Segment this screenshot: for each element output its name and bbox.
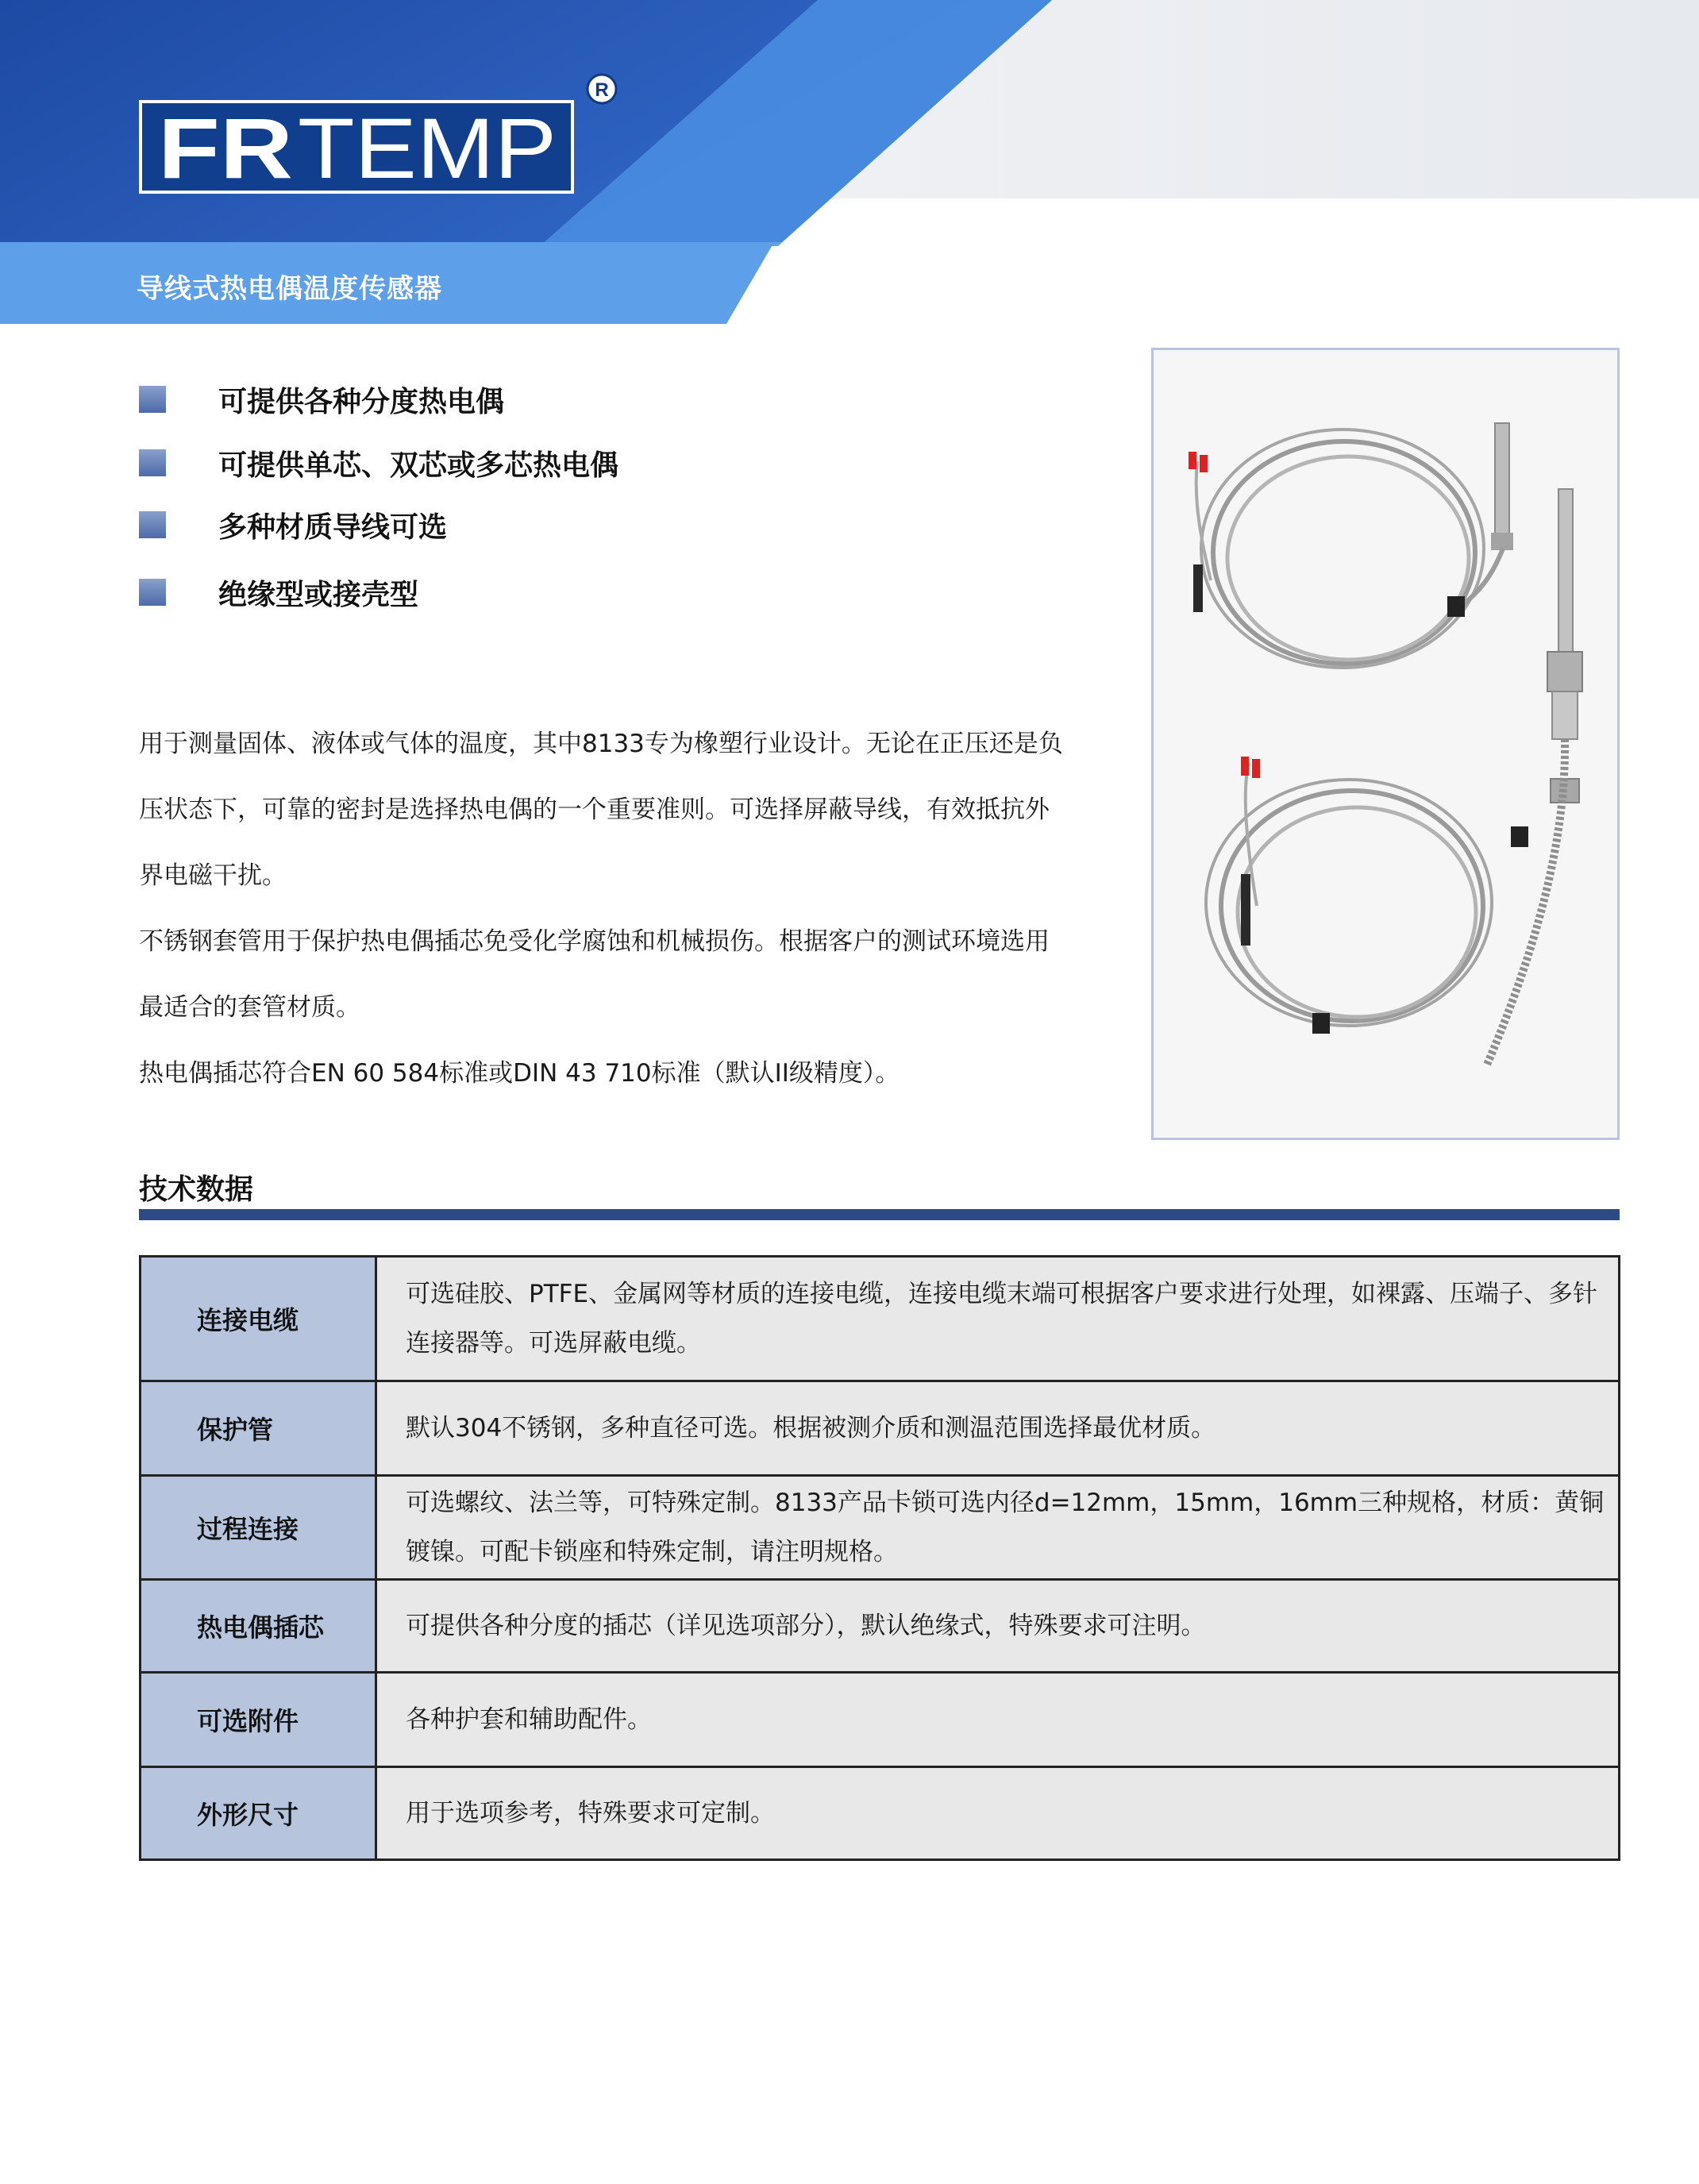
bullet-square-icon — [139, 511, 166, 538]
section-title: 技术数据 — [139, 1173, 254, 1206]
row-value-line: 镀镍。可配卡锁座和特殊定制，请注明规格。 — [406, 1538, 898, 1566]
feature-text: 多种材质导线可选 — [218, 511, 448, 544]
svg-text:FR: FR — [158, 100, 293, 194]
row-value-line: 可提供各种分度的插芯（详见选项部分），默认绝缘式，特殊要求可注明。 — [406, 1612, 1206, 1640]
svg-text:TEMP: TEMP — [298, 100, 557, 194]
row-value-line: 连接器等。可选屏蔽电缆。 — [406, 1329, 701, 1358]
feature-text: 绝缘型或接壳型 — [218, 579, 419, 611]
row-value-line: 可选硅胶、PTFE、金属网等材质的连接电缆，连接电缆末端可根据客户要求进行处理，如裸露、压端子、多针 — [406, 1280, 1598, 1308]
table-row — [141, 1257, 1620, 1381]
frtemp-logo — [139, 100, 574, 194]
tech-data-table — [139, 1255, 1620, 1861]
description-line: 压状态下，可靠的密封是选择热电偶的一个重要准则。可选择屏蔽导线，有效抵抗外 — [139, 795, 1050, 824]
row-value-line: 各种护套和辅助配件。 — [406, 1705, 652, 1734]
row-value — [376, 1673, 1620, 1767]
table-row — [141, 1767, 1620, 1860]
row-value-line: 用于选项参考，特殊要求可定制。 — [406, 1799, 775, 1828]
description-line: 热电偶插芯符合EN 60 584标准或DIN 43 710标准（默认II级精度）。 — [139, 1059, 900, 1088]
registered-mark-icon — [586, 73, 618, 105]
description-line: 不锈钢套管用于保护热电偶插芯免受化学腐蚀和机械损伤。根据客户的测试环境选用 — [139, 927, 1050, 956]
description-line: 最适合的套管材质。 — [139, 993, 360, 1022]
bullet-square-icon — [139, 579, 166, 606]
product-description — [139, 711, 1092, 1107]
feature-text: 可提供单芯、双芯或多芯热电偶 — [218, 449, 619, 482]
row-label: 外形尺寸 — [141, 1767, 376, 1860]
table-row — [141, 1476, 1620, 1580]
table-row — [141, 1381, 1620, 1476]
row-value — [376, 1476, 1620, 1580]
feature-text: 可提供各种分度热电偶 — [218, 386, 505, 418]
row-label: 可选附件 — [141, 1673, 376, 1767]
bullet-square-icon — [139, 386, 166, 413]
thermocouple-illustration — [1154, 350, 1617, 1138]
bullet-square-icon — [139, 449, 166, 476]
row-label: 过程连接 — [141, 1476, 376, 1580]
row-value — [376, 1381, 1620, 1476]
table-row — [141, 1580, 1620, 1673]
row-value-line: 可选螺纹、法兰等，可特殊定制。8133产品卡锁可选内径d=12mm，15mm，16mm三种规格，材质：黄铜 — [406, 1489, 1605, 1517]
section-divider — [139, 1209, 1620, 1220]
product-photo — [1151, 348, 1620, 1140]
table-row — [141, 1673, 1620, 1767]
row-value — [376, 1767, 1620, 1860]
row-label: 连接电缆 — [141, 1257, 376, 1381]
product-subtitle: 导线式热电偶温度传感器 — [137, 273, 442, 305]
svg-text:R: R — [595, 79, 609, 101]
description-line: 界电磁干扰。 — [139, 861, 287, 890]
row-label: 保护管 — [141, 1381, 376, 1476]
row-value — [376, 1257, 1620, 1381]
row-label: 热电偶插芯 — [141, 1580, 376, 1673]
description-line: 用于测量固体、液体或气体的温度，其中8133专为橡塑行业设计。无论在正压还是负 — [139, 730, 1063, 758]
row-value-line: 默认304不锈钢，多种直径可选。根据被测介质和测温范围选择最优材质。 — [406, 1414, 1216, 1443]
row-value — [376, 1580, 1620, 1673]
